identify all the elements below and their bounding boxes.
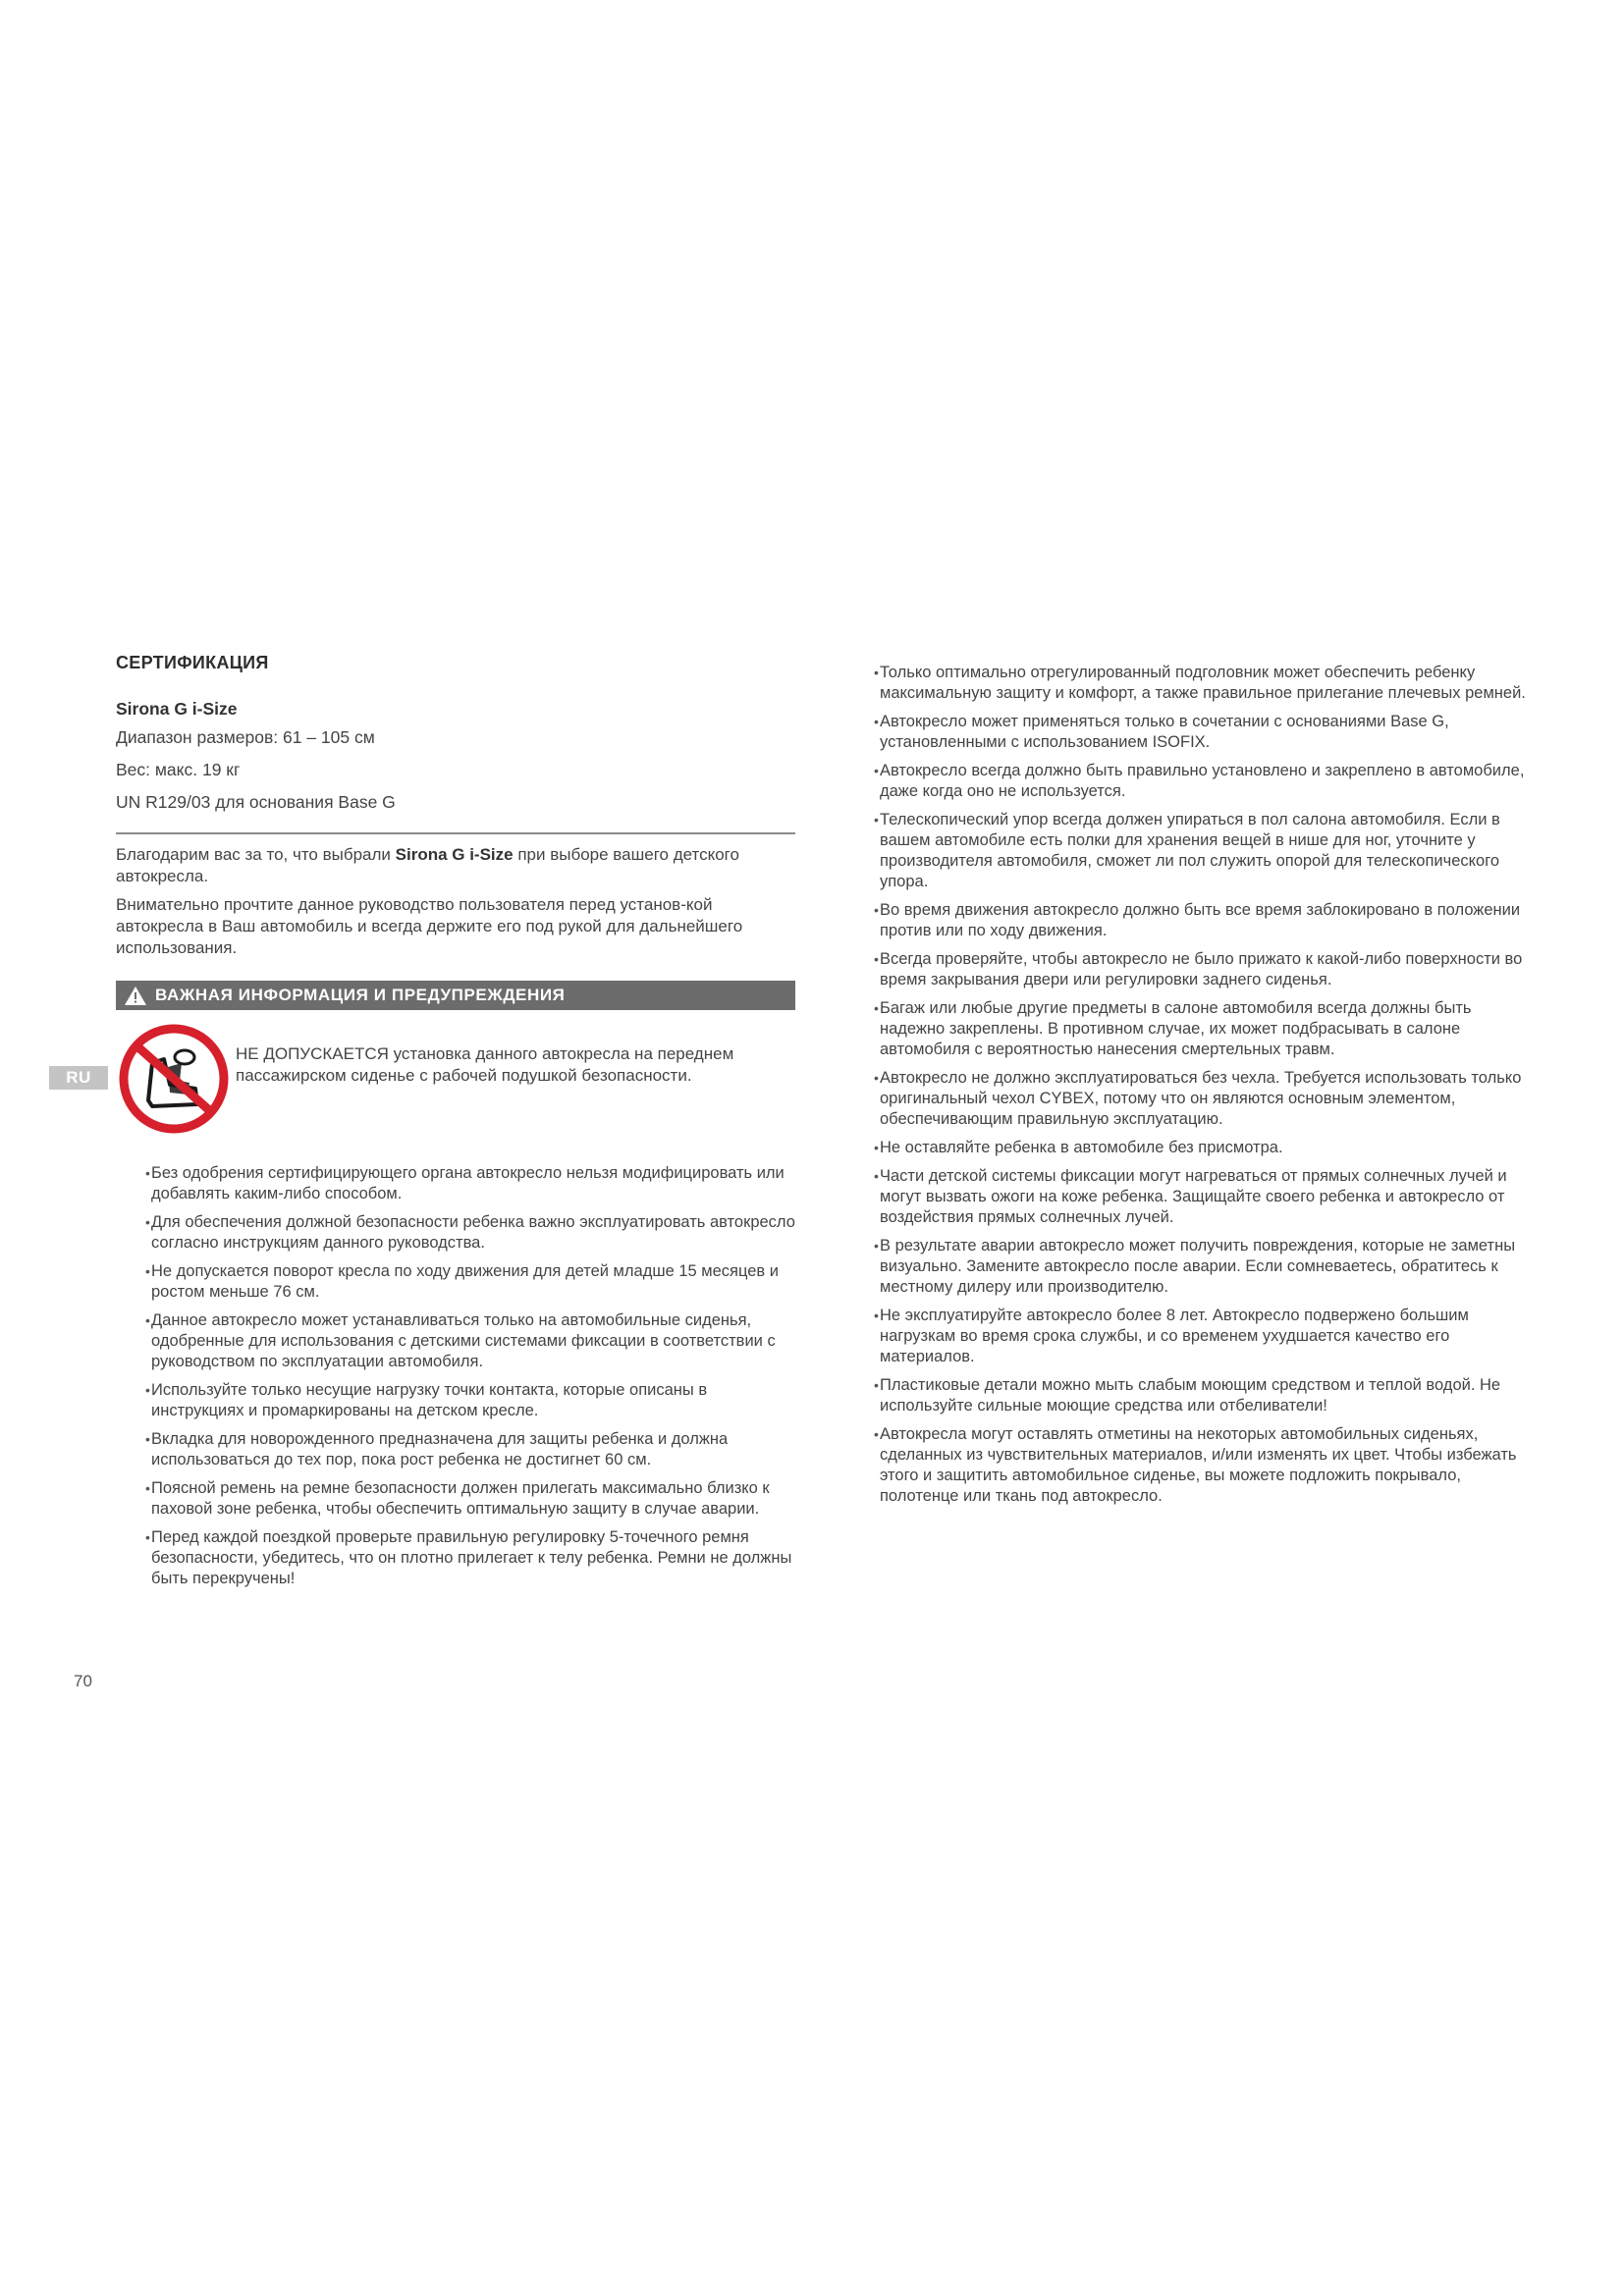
- list-item: • Только оптимально отрегулированный подголовник может обеспечить ребенку максимальную защиту и комфорт, а также правильное прилегание плечевых ремней.: [876, 663, 1532, 704]
- list-item: • Во время движения автокресло должно быть все время заблокировано в положении против или по ходу движения.: [876, 900, 1532, 941]
- list-item: • Багаж или любые другие предметы в салоне автомобиля всегда должны быть надежно закреплены. В противном случае, их может подбрасывать в салоне автомобиля с вероятностью нанесения смертельных травм.: [876, 998, 1532, 1060]
- left-warnings-list: [116, 1163, 795, 1589]
- list-item: • Автокресло всегда должно быть правильно установлено и закреплено в автомобиле, даже когда оно не используется.: [876, 761, 1532, 802]
- divider: [116, 832, 795, 834]
- list-item: • Автокресло может применяться только в сочетании с основаниями Base G, установленными с использованием ISOFIX.: [876, 712, 1532, 753]
- airbag-warning-text: НЕ ДОПУСКАЕТСЯ установка данного автокресла на переднем пассажирском сиденье с рабочей подушкой безопасности.: [236, 1044, 734, 1085]
- warnings-header-label: ВАЖНАЯ ИНФОРМАЦИЯ И ПРЕДУПРЕЖДЕНИЯ: [155, 986, 566, 1004]
- list-item: • Без одобрения сертифицирующего органа автокресло нельзя модифицировать или добавлять каким-либо способом.: [116, 1163, 795, 1204]
- thanks-text-start: Благодарим вас за то, что выбрали: [116, 845, 396, 864]
- warning-triangle-icon: [124, 986, 147, 1006]
- list-item: • Всегда проверяйте, чтобы автокресло не было прижато к какой-либо поверхности во время закрывания двери или регулировки заднего сиденья.: [876, 949, 1532, 990]
- certification-title: СЕРТИФИКАЦИЯ: [116, 653, 269, 672]
- list-item: • Не оставляйте ребенка в автомобиле без присмотра.: [876, 1138, 1532, 1158]
- list-item: • Автокресла могут оставлять отметины на некоторых автомобильных сиденьях, сделанных из чувствительных материалов, и/или изменять их цвет. Чтобы избежать этого и защитить автомобильное сиденье, вы можете подложить покрывало, полотенце или ткань под автокресло.: [876, 1424, 1532, 1507]
- list-item: • Перед каждой поездкой проверьте правильную регулировку 5-точечного ремня безопасности, убедитесь, что он плотно прилегает к телу ребенка. Ремни не должны быть перекручены!: [116, 1527, 795, 1589]
- list-item: • Автокресло не должно эксплуатироваться без чехла. Требуется использовать только оригинальный чехол CYBEX, потому что он являются основным элементом, обеспечивающим правильную эксплуатацию.: [876, 1068, 1532, 1130]
- left-column: [116, 653, 795, 1597]
- list-item: • Пластиковые детали можно мыть слабым моющим средством и теплой водой. Не используйте сильные моющие средства или отбеливатели!: [876, 1375, 1532, 1416]
- page-number: 70: [74, 1672, 92, 1690]
- list-item: • Используйте только несущие нагрузку точки контакта, которые описаны в инструкциях и промаркированы на детском кресле.: [116, 1380, 795, 1421]
- list-item: • Поясной ремень на ремне безопасности должен прилегать максимально близко к паховой зоне ребенка, чтобы обеспечить оптимальную защиту в случае аварии.: [116, 1478, 795, 1520]
- airbag-warning: [116, 1024, 795, 1142]
- list-item: • Для обеспечения должной безопасности ребенка важно эксплуатировать автокресло согласно инструкциям данного руководства.: [116, 1212, 795, 1254]
- list-item: • В результате аварии автокресло может получить повреждения, которые не заметны визуально. Замените автокресло после аварии. Если сомневаетесь, обратитесь к местному дилеру или производителю.: [876, 1236, 1532, 1298]
- list-item: • Не допускается поворот кресла по ходу движения для детей младше 15 месяцев и ростом меньше 76 см.: [116, 1261, 795, 1303]
- read-manual-paragraph: Внимательно прочтите данное руководство пользователя перед установ-кой автокресла в Ваш автомобиль и всегда держите его под рукой для дальнейшего использования.: [116, 895, 743, 957]
- warnings-header: [116, 981, 795, 1010]
- no-airbag-prohibition-icon: [119, 1024, 229, 1134]
- list-item: • Части детской системы фиксации могут нагреваться от прямых солнечных лучей и могут вызвать ожоги на коже ребенка. Защищайте своего ребенка и автокресло от воздействия прямых солнечных лучей.: [876, 1166, 1532, 1228]
- list-item: • Данное автокресло может устанавливаться только на автомобильные сиденья, одобренные для использования с детскими системами фиксации в соответствии с руководством по эксплуатации автомобиля.: [116, 1310, 795, 1372]
- weight-spec: Вес: макс. 19 кг: [116, 760, 241, 779]
- thanks-model-name: Sirona G i-Size: [395, 845, 514, 864]
- model-name: Sirona G i-Size: [116, 699, 238, 719]
- right-column: [876, 663, 1532, 1515]
- thanks-text-end: при выборе вашего детского автокресла.: [116, 845, 739, 885]
- list-item: • Не эксплуатируйте автокресло более 8 лет. Автокресло подвержено большим нагрузкам во время срока службы, и со временем ухудшается качество его материалов.: [876, 1306, 1532, 1367]
- right-warnings-list: [876, 663, 1532, 1507]
- list-item: • Телескопический упор всегда должен упираться в пол салона автомобиля. Если в вашем автомобиле есть полки для хранения вещей в нише для ног, уточните у производителя автомобиля, сможет ли пол служить опорой для телескопического упора.: [876, 810, 1532, 892]
- standard-spec: UN R129/03 для основания Base G: [116, 792, 396, 812]
- size-range: Диапазон размеров: 61 – 105 см: [116, 727, 375, 747]
- thanks-paragraph: [116, 844, 795, 887]
- list-item: • Вкладка для новорожденного предназначена для защиты ребенка и должна использоваться до тех пор, пока рост ребенка не достигнет 60 см.: [116, 1429, 795, 1470]
- language-tab: RU: [49, 1066, 108, 1090]
